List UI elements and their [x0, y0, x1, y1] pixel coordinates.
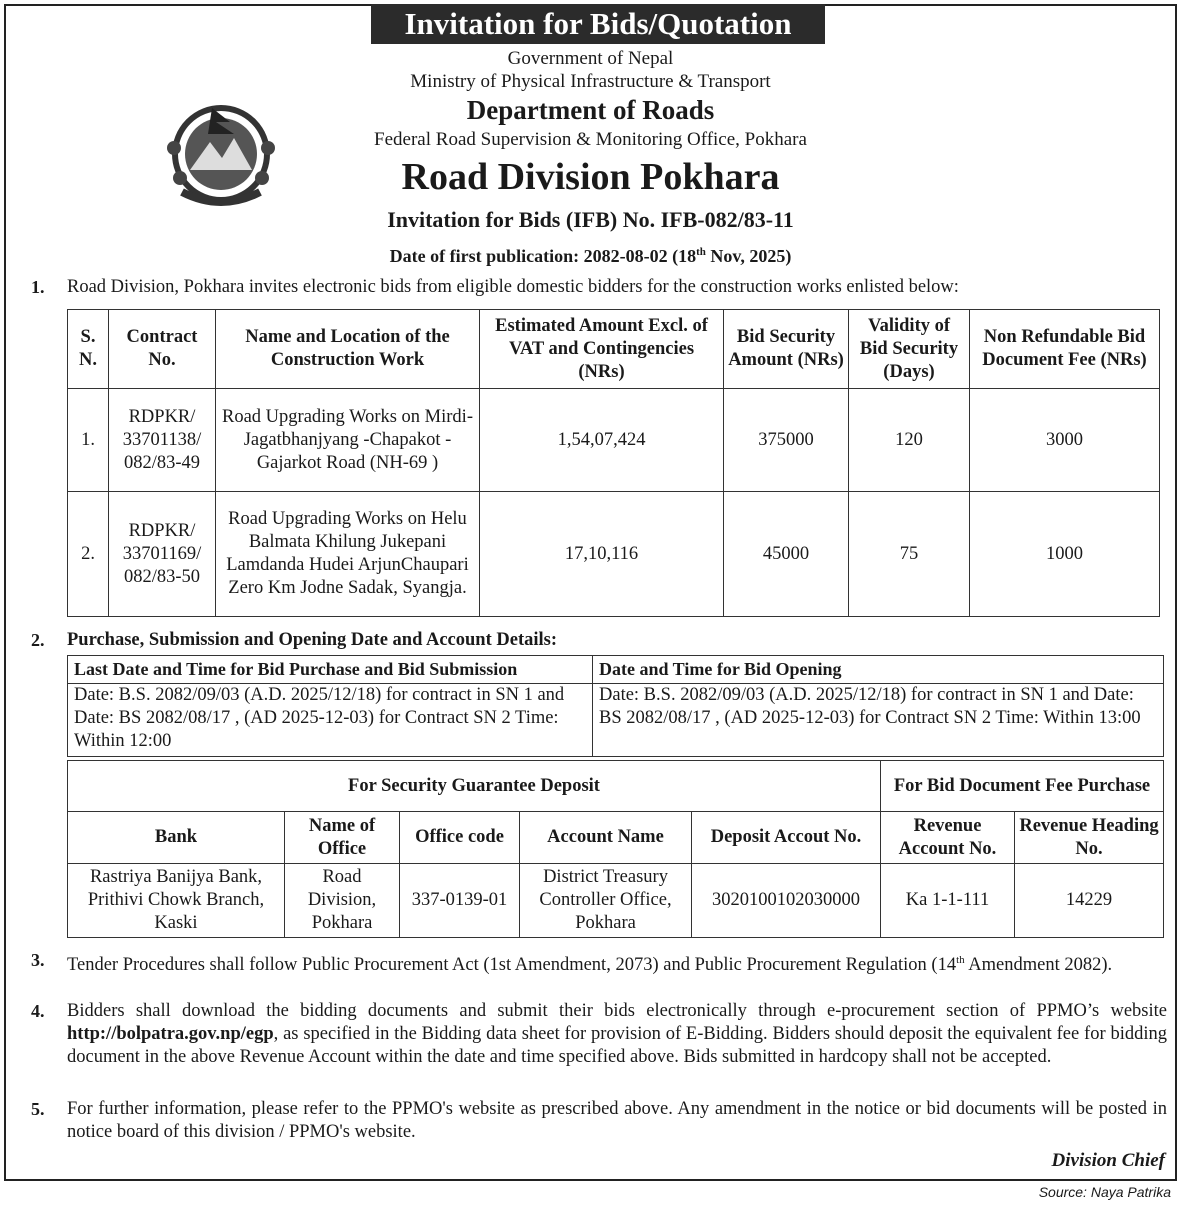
col-bank: Bank	[68, 812, 285, 864]
account-table-group-header	[68, 761, 1164, 812]
works-table	[67, 309, 1160, 617]
ministry-name: Ministry of Physical Infrastructure & Transport	[410, 71, 771, 92]
cell-work: Road Upgrading Works on Helu Balmata Khilung Jukepani Lamdanda Hudei ArjunChaupari Zero Km Jodne Sadak, Syangja.	[216, 492, 480, 617]
section-3-number: 3.	[31, 950, 45, 970]
col-sn: S. N.	[68, 310, 109, 389]
section-5-number: 5.	[31, 1099, 45, 1119]
cell-fee: 3000	[970, 389, 1160, 492]
section-5-text: For further information, please refer to the PPMO's website as prescribed above. Any amendment in the notice or bid documents will be posted in notice board of this division / PPMO's website.	[67, 1099, 1167, 1142]
cell-sn: 2.	[68, 492, 109, 617]
opening-details: Date: B.S. 2082/09/03 (A.D. 2025/12/18) for contract in SN 1 and Date: BS 2082/08/17 , (AD 2025-12-03) for Contract SN 2 Time: Within 13:00	[593, 684, 1164, 757]
dates-table	[67, 655, 1164, 757]
section-1-number: 1.	[31, 277, 45, 297]
cell-revenue-account: Ka 1-1-111	[881, 864, 1015, 938]
section-4-text: Bidders shall download the bidding documents and submit their bids electronically through e-procurement section of PPMO’s website http://bolpatra.gov.np/egp, as specified in the Bidding data sheet for provision of E-Bidding. Bidders should deposit the equivalent fee for bidding document in the above Revenue Account within the date and time specified above. Bids submitted in hardcopy shall not be accepted.	[67, 1001, 1167, 1067]
cell-office: Road Division, Pokhara	[285, 864, 400, 938]
col-work: Name and Location of the Construction Work	[216, 310, 480, 389]
col-account-name: Account Name	[520, 812, 692, 864]
cell-work: Road Upgrading Works on Mirdi-Jagatbhanjyang -Chapakot -Gajarkot Road (NH-69 )	[216, 389, 480, 492]
col-contract: Contract No.	[109, 310, 216, 389]
table-row	[68, 864, 1164, 938]
cell-validity: 75	[849, 492, 970, 617]
fee-purchase-header: For Bid Document Fee Purchase	[881, 761, 1164, 812]
notice-banner: Invitation for Bids/Quotation	[371, 4, 825, 44]
dates-table-header	[68, 656, 1164, 684]
cell-security: 375000	[724, 389, 849, 492]
opening-header: Date and Time for Bid Opening	[593, 656, 1164, 684]
cell-amount: 1,54,07,424	[480, 389, 724, 492]
section-4-number: 4.	[31, 1001, 45, 1021]
government-name: Government of Nepal	[507, 48, 674, 69]
cell-deposit-no: 3020100102030000	[692, 864, 881, 938]
ifb-number: Invitation for Bids (IFB) No. IFB-082/83-11	[387, 207, 794, 232]
cell-sn: 1.	[68, 389, 109, 492]
dates-table-row	[68, 684, 1164, 757]
works-table-header	[68, 310, 1160, 389]
col-office: Name of Office	[285, 812, 400, 864]
cell-validity: 120	[849, 389, 970, 492]
cell-fee: 1000	[970, 492, 1160, 617]
col-deposit-no: Deposit Accout No.	[692, 812, 881, 864]
cell-security: 45000	[724, 492, 849, 617]
table-row	[68, 389, 1160, 492]
division-title: Road Division Pokhara	[401, 156, 780, 198]
cell-contract: RDPKR/ 33701138/ 082/83-49	[109, 389, 216, 492]
cell-account-name: District Treasury Controller Office, Pokhara	[520, 864, 692, 938]
cell-bank: Rastriya Banijya Bank, Prithivi Chowk Branch, Kaski	[68, 864, 285, 938]
submission-details: Date: B.S. 2082/09/03 (A.D. 2025/12/18) for contract in SN 1 and Date: BS 2082/08/17 , (AD 2025-12-03) for Contract SN 2 Time: Within 12:00	[68, 684, 593, 757]
office-name: Federal Road Supervision & Monitoring Office, Pokhara	[374, 129, 807, 150]
account-table-header	[68, 812, 1164, 864]
section-2-title: Purchase, Submission and Opening Date and Account Details:	[67, 630, 557, 650]
section-2-number: 2.	[31, 630, 45, 650]
cell-contract: RDPKR/ 33701169/ 082/83-50	[109, 492, 216, 617]
publication-date: Date of first publication: 2082-08-02 (18th Nov, 2025)	[389, 246, 792, 266]
account-table	[67, 760, 1164, 938]
col-security: Bid Security Amount (NRs)	[724, 310, 849, 389]
section-1-text: Road Division, Pokhara invites electronic bids from eligible domestic bidders for the construction works enlisted below:	[67, 277, 959, 297]
security-deposit-header: For Security Guarantee Deposit	[68, 761, 881, 812]
col-amount: Estimated Amount Excl. of VAT and Contingencies (NRs)	[480, 310, 724, 389]
submission-header: Last Date and Time for Bid Purchase and Bid Submission	[68, 656, 593, 684]
col-fee: Non Refundable Bid Document Fee (NRs)	[970, 310, 1160, 389]
cell-office-code: 337-0139-01	[400, 864, 520, 938]
cell-revenue-heading: 14229	[1015, 864, 1164, 938]
col-validity: Validity of Bid Security (Days)	[849, 310, 970, 389]
source-credit: Source: Naya Patrika	[1038, 1184, 1171, 1200]
department-name: Department of Roads	[466, 95, 715, 125]
signature: Division Chief	[1051, 1150, 1165, 1171]
cell-amount: 17,10,116	[480, 492, 724, 617]
col-revenue-heading: Revenue Heading No.	[1015, 812, 1164, 864]
table-row	[68, 492, 1160, 617]
section-3-text: Tender Procedures shall follow Public Procurement Act (1st Amendment, 2073) and Public Procurement Regulation (14th Amendment 2082).	[67, 954, 1113, 976]
col-revenue-account: Revenue Account No.	[881, 812, 1015, 864]
col-office-code: Office code	[400, 812, 520, 864]
ppmo-website-link[interactable]: http://bolpatra.gov.np/egp	[67, 1024, 274, 1044]
